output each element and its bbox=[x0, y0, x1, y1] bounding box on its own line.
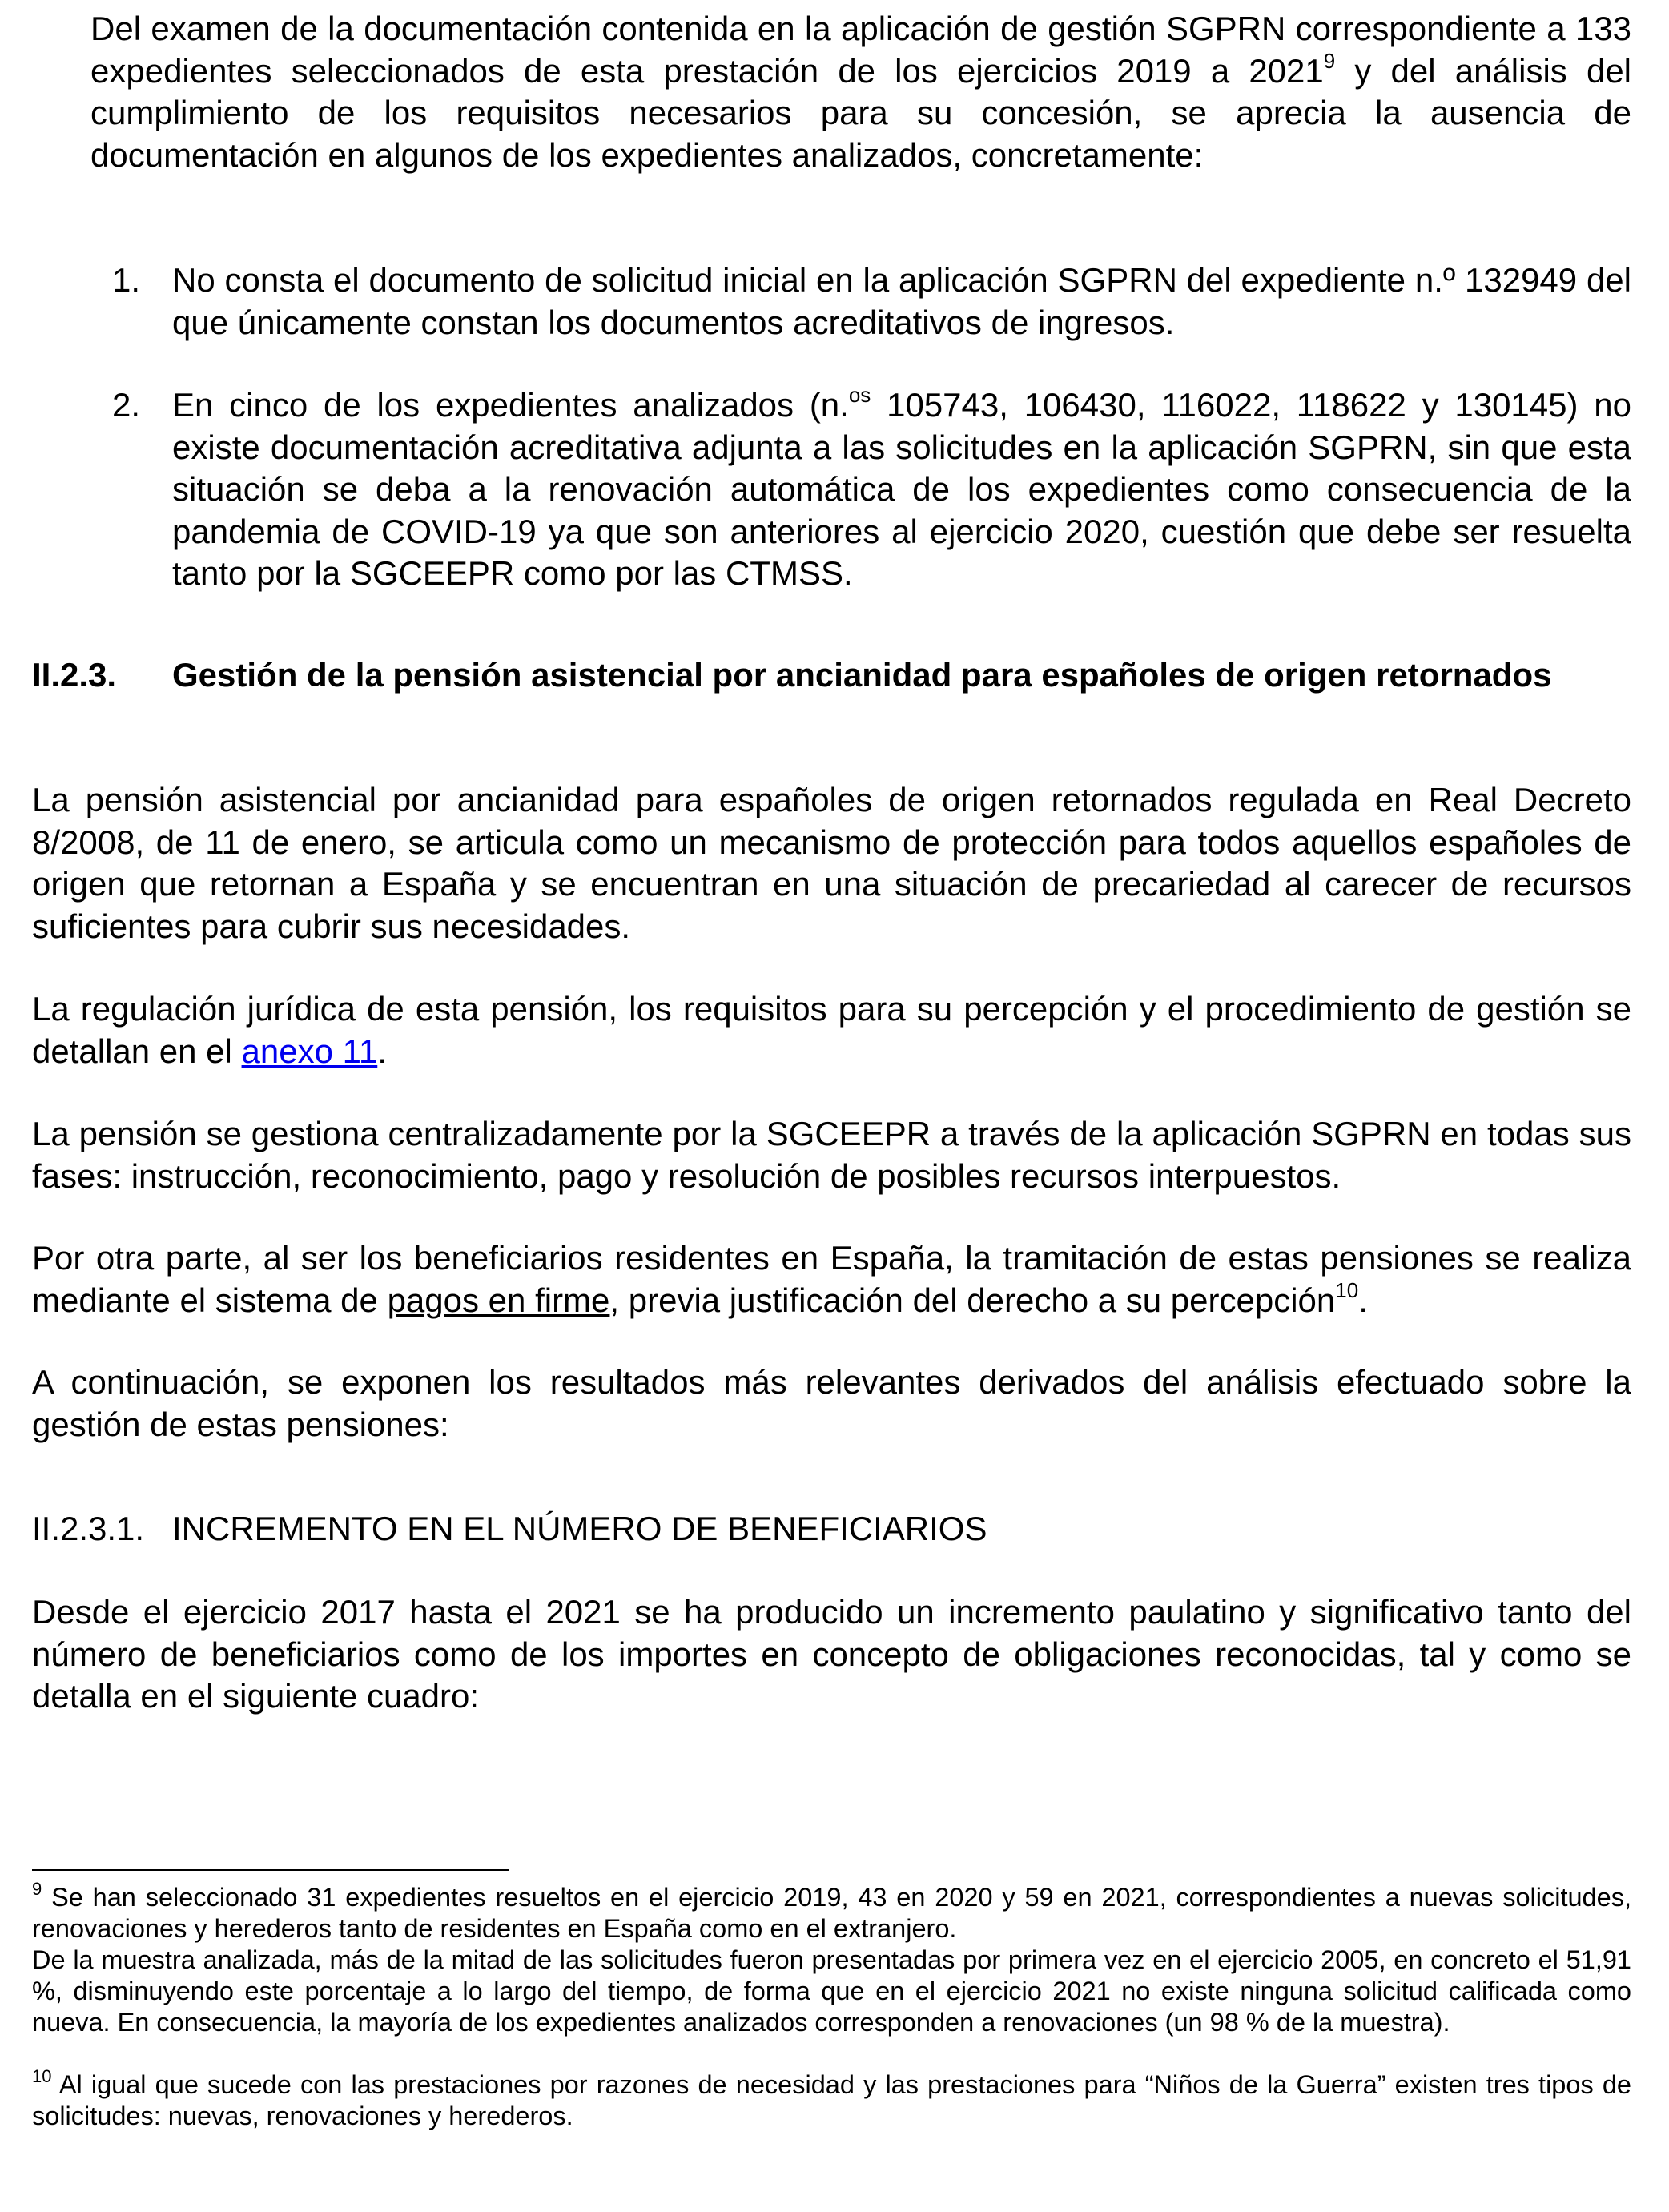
paragraph-payments bbox=[32, 1237, 1631, 1321]
list-item-number-1: 1. bbox=[112, 261, 141, 299]
list-item-number-2: 2. bbox=[112, 386, 141, 424]
section-title: Gestión de la pensión asistencial por ancianidad para españoles de origen retornados bbox=[172, 656, 1552, 694]
list-item-2-text-rest: 105743, 106430, 116022, 118622 y 130145) no existe documentación acreditativa adjunta a las solicitudes en la aplicación SGPRN, sin que esta situación se deba a la renovación automática de los expedientes como consecuencia de la pandemia de COVID-19 ya que son anteriores al ejercicio 2020, cuestión que debe ser resuelta tanto por la SGCEEPR como por las CTMSS. bbox=[172, 386, 1631, 592]
subsection-title: INCREMENTO EN EL NÚMERO DE BENEFICIARIOS bbox=[172, 1510, 987, 1547]
subsection-number: II.2.3.1. bbox=[32, 1510, 145, 1547]
footnote-9 bbox=[32, 1879, 1631, 1945]
payments-text-2: , previa justificación del derecho a su percepción bbox=[609, 1281, 1336, 1319]
footnote-9-mark: 9 bbox=[32, 1879, 42, 1899]
annex-11-link[interactable]: anexo 11 bbox=[241, 1032, 378, 1070]
paragraph-results: A continuación, se exponen los resultados más relevantes derivados del análisis efectuado sobre la gestión de estas pensiones: bbox=[32, 1363, 1631, 1443]
footnote-separator bbox=[32, 1869, 509, 1871]
list-item-2-text: En cinco de los expedientes analizados (n. bbox=[172, 386, 849, 424]
footnote-ref-10[interactable]: 10 bbox=[1335, 1277, 1359, 1302]
footnote-9-text: Se han seleccionado 31 expedientes resueltos en el ejercicio 2019, 43 en 2020 y 59 en 2021, correspondientes a nuevas solicitudes, renovaciones y herederos tanto de residentes en España como en el extranjero. bbox=[32, 1883, 1631, 1943]
paragraph-management: La pensión se gestiona centralizadamente por la SGCEEPR a través de la aplicación SGPRN en todas sus fases: instrucción, reconocimiento, pago y resolución de posibles recursos interpuestos. bbox=[32, 1115, 1631, 1195]
payments-text: Por otra parte, al ser los beneficiarios residentes en España, la tramitación de estas pensiones se realiza mediante el sistema de bbox=[32, 1239, 1631, 1319]
list-item-2-sup: os bbox=[848, 383, 871, 407]
footnote-9-continuation: De la muestra analizada, más de la mitad de las solicitudes fueron presentadas por primera vez en el ejercicio 2005, en concreto el 51,91 %, disminuyendo este porcentaje a lo largo del tiempo, de forma que en el ejercicio 2021 no existe ninguna solicitud calificada como nueva. En consecuencia, la mayoría de los expedientes analizados corresponden a renovaciones (un 98 % de la muestra). bbox=[32, 1945, 1631, 2037]
regulation-text: La regulación jurídica de esta pensión, los requisitos para su percepción y el procedimiento de gestión se detallan en el bbox=[32, 990, 1631, 1070]
section-number: II.2.3. bbox=[32, 656, 117, 694]
payments-text-end: . bbox=[1358, 1281, 1368, 1319]
list-item-1: No consta el documento de solicitud inicial en la aplicación SGPRN del expediente n.º 132949 del que únicamente constan los documentos acreditativos de ingresos. bbox=[172, 261, 1631, 341]
paragraph-increment: Desde el ejercicio 2017 hasta el 2021 se ha producido un incremento paulatino y significativo tanto del número de beneficiarios como de los importes en concepto de obligaciones reconocidas, tal y como se detalla en el siguiente cuadro: bbox=[32, 1593, 1631, 1715]
list-item-2 bbox=[172, 384, 1631, 595]
intro-paragraph bbox=[90, 8, 1631, 176]
pagos-en-firme-term: pagos en firme bbox=[387, 1281, 610, 1319]
regulation-text-end: . bbox=[377, 1032, 387, 1070]
paragraph-definition: La pensión asistencial por ancianidad para españoles de origen retornados regulada en Real Decreto 8/2008, de 11 de enero, se articula como un mecanismo de protección para todos aquellos españoles de origen que retornan a España y se encuentran en una situación de precariedad al carecer de recursos suficientes para cubrir sus necesidades. bbox=[32, 781, 1631, 945]
intro-text: Del examen de la documentación contenida en la aplicación de gestión SGPRN correspondiente a 133 expedientes seleccionados de esta prestación de los ejercicios 2019 a 2021 bbox=[90, 10, 1631, 90]
footnote-10-mark: 10 bbox=[32, 2066, 52, 2086]
paragraph-regulation bbox=[32, 988, 1631, 1072]
intro-text-rest: y del análisis del cumplimiento de los requisitos necesarios para su concesión, se aprecia la ausencia de documentación en algunos de los expedientes analizados, concretamente: bbox=[90, 51, 1632, 174]
footnote-10 bbox=[32, 2066, 1631, 2132]
footnote-ref-9[interactable]: 9 bbox=[1323, 48, 1336, 73]
footnote-10-text: Al igual que sucede con las prestaciones por razones de necesidad y las prestaciones para “Niños de la Guerra” existen tres tipos de solicitudes: nuevas, renovaciones y herederos. bbox=[32, 2070, 1631, 2130]
